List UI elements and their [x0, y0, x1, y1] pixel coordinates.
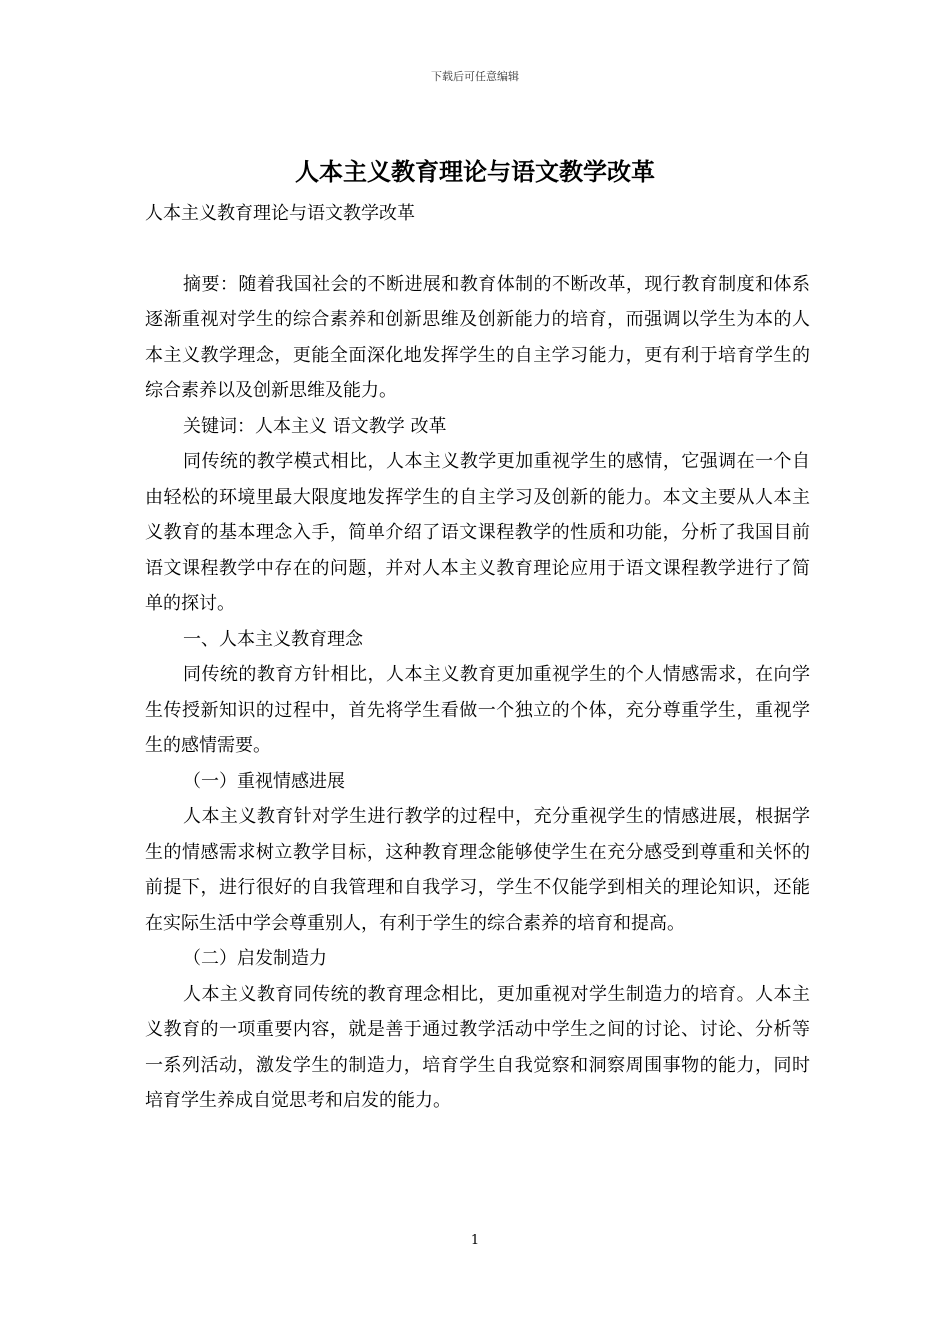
abstract-paragraph: 摘要：随着我国社会的不断进展和教育体制的不断改革，现行教育制度和体系逐渐重视对学生的综合素养和创新思维及创新能力的培育，而强调以学生为本的人本主义教学理念，更能全面深化地发挥学生的自主学习能力，更有利于培育学生的综合素养以及创新思维及能力。: [145, 273, 810, 401]
section-heading-1: 一、人本主义教育理念: [183, 628, 363, 650]
section-1-paragraph: 同传统的教育方针相比，人本主义教育更加重视学生的个人情感需求，在向学生传授新知识的过程中，首先将学生看做一个独立的个体，充分尊重学生，重视学生的感情需要。: [145, 664, 810, 756]
keywords-line: 关键词：人本主义 语文教学 改革: [183, 415, 447, 437]
intro-paragraph: 同传统的教学模式相比，人本主义教学更加重视学生的感情，它强调在一个自由轻松的环境里最大限度地发挥学生的自主学习及创新的能力。本文主要从人本主义教育的基本理念入手，简单介绍了语文课程教学的性质和功能，分析了我国目前语文课程教学中存在的问题，并对人本主义教育理论应用于语文课程教学进行了简单的探讨。: [145, 451, 810, 614]
document-subtitle: 人本主义教育理论与语文教学改革: [145, 203, 415, 224]
document-title: 人本主义教育理论与语文教学改革: [295, 158, 655, 186]
subsection-heading-1: （一）重视情感进展: [183, 770, 345, 792]
subsection-heading-2: （二）启发制造力: [183, 948, 327, 969]
subsection-1-paragraph: 人本主义教育针对学生进行教学的过程中，充分重视学生的情感进展，根据学生的情感需求树立教学目标，这种教育理念能够使学生在充分感受到尊重和关怀的前提下，进行很好的自我管理和自我学习，学生不仅能学到相关的理论知识，还能在实际生活中学会尊重别人，有利于学生的综合素养的培育和提高。: [145, 806, 810, 934]
subsection-2-paragraph: 人本主义教育同传统的教育理念相比，更加重视对学生制造力的培育。人本主义教育的一项重要内容，就是善于通过教学活动中学生之间的讨论、讨论、分析等一系列活动，激发学生的制造力，培育学生自我觉察和洞察周围事物的能力，同时培育学生养成自觉思考和启发的能力。: [145, 983, 810, 1111]
page-header: 下载后可任意编辑: [431, 70, 519, 83]
document-body: [145, 196, 810, 1119]
page-number: 1: [470, 1233, 480, 1248]
